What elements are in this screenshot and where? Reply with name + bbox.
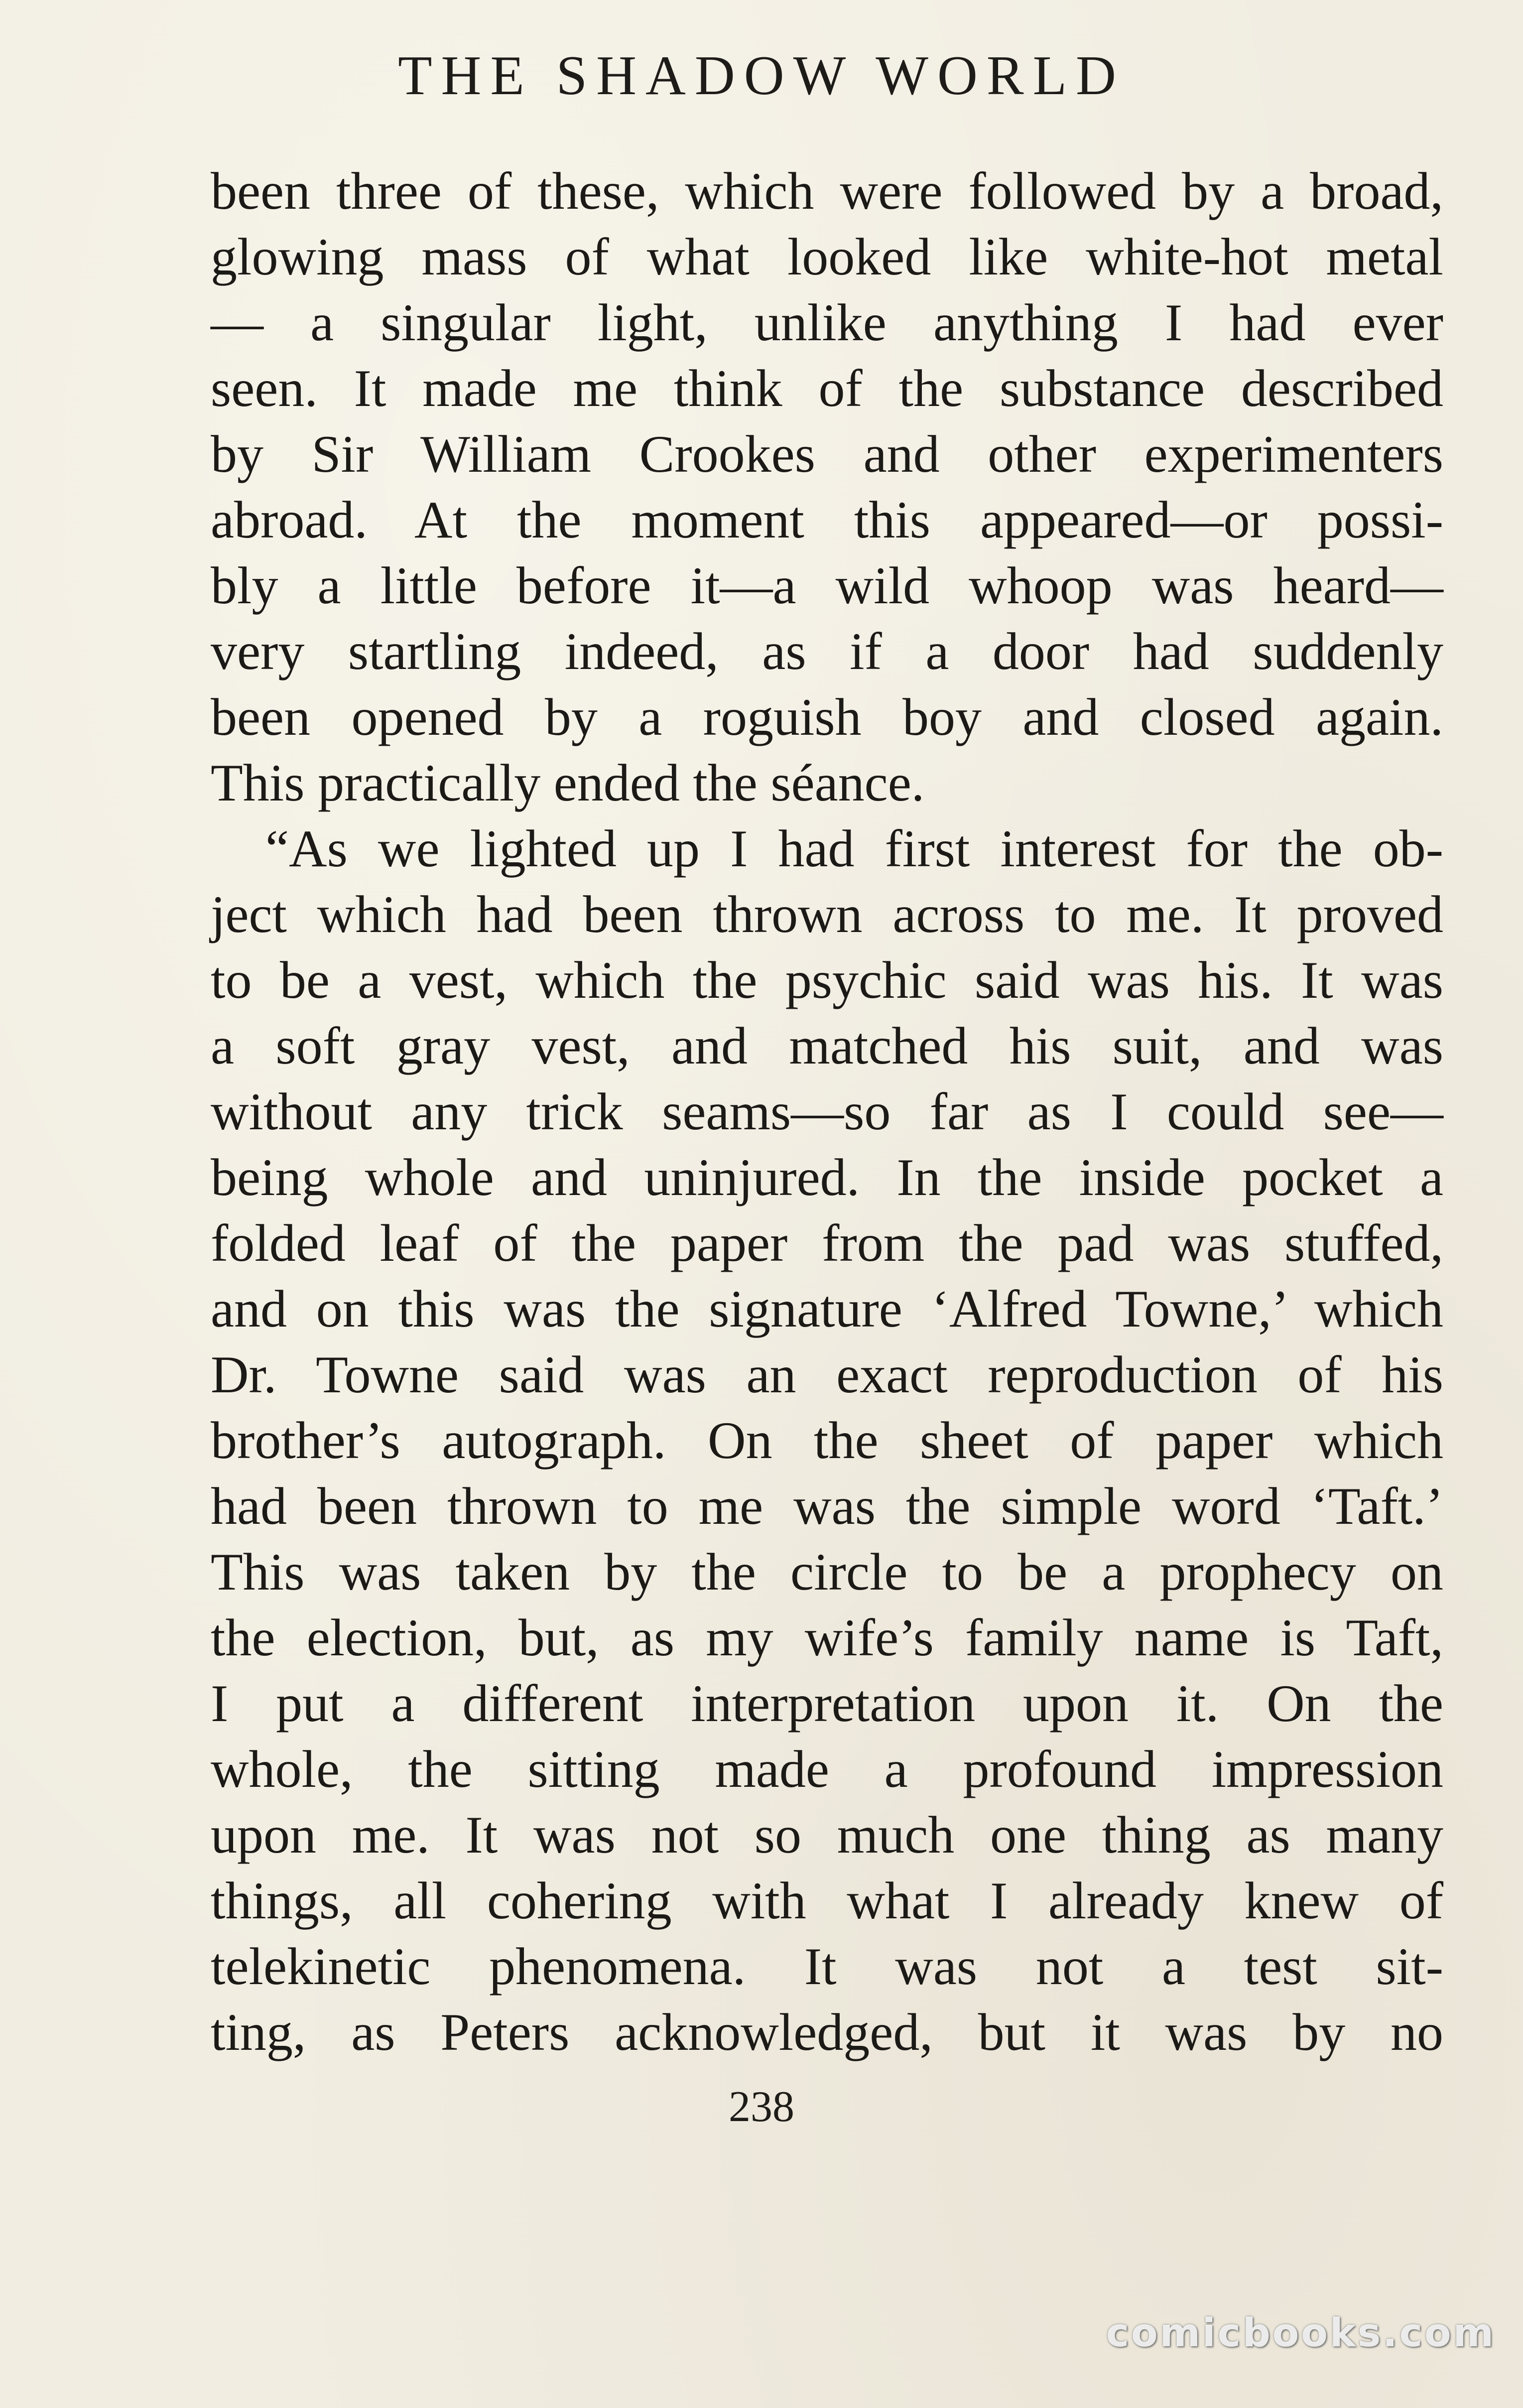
text-line: to be a vest, which the psychic said was his. It was [211,951,1443,1009]
text-line: had been thrown to me was the simple word ‘Taft.’ [211,1477,1443,1535]
watermark: comicbooks.com [1106,2311,1496,2356]
text-line: ject which had been thrown across to me. It proved [211,885,1443,943]
text-line: being whole and uninjured. In the inside pocket a [211,1148,1443,1206]
text-line: abroad. At the moment this appeared—or possi- [211,491,1443,549]
text-line: very startling indeed, as if a door had suddenly [211,622,1443,680]
text-line: and on this was the signature ‘Alfred Towne,’ which [211,1280,1443,1338]
text-line: upon me. It was not so much one thing as many [211,1806,1443,1864]
text-line: been three of these, which were followed by a broad, [211,162,1443,220]
text-line: been opened by a roguish boy and closed again. [211,688,1443,746]
text-line: the election, but, as my wife’s family name is Taft, [211,1608,1443,1667]
page-number: 238 [729,2083,794,2131]
text-line: without any trick seams—so far as I could see— [211,1082,1443,1141]
text-line: seen. It made me think of the substance described [211,359,1443,417]
text-line: This was taken by the circle to be a prophecy on [211,1543,1443,1601]
text-line: glowing mass of what looked like white-hot metal [211,228,1443,286]
text-line: bly a little before it—a wild whoop was heard— [211,556,1443,615]
text-line: brother’s autograph. On the sheet of paper which [211,1411,1443,1470]
text-line: a soft gray vest, and matched his suit, and was [211,1017,1443,1075]
text-line: — a singular light, unlike anything I had ever [211,293,1443,352]
text-line: by Sir William Crookes and other experimenters [211,425,1443,483]
paragraph-first-line: “As we lighted up I had first interest for the ob- [265,819,1443,878]
text-line: whole, the sitting made a profound impression [211,1740,1443,1798]
body-text [211,158,1443,2065]
running-head: THE SHADOW WORLD [398,45,1125,107]
text-line: I put a different interpretation upon it. On the [211,1674,1443,1733]
text-line: folded leaf of the paper from the pad was stuffed, [211,1214,1443,1272]
text-line: ting, as Peters acknowledged, but it was by no [211,2003,1443,2061]
text-line: Dr. Towne said was an exact reproduction of his [211,1345,1443,1404]
text-line: telekinetic phenomena. It was not a test sit- [211,1937,1443,1996]
text-line: things, all cohering with what I already knew of [211,1872,1443,1930]
paragraph-end-line: This practically ended the séance. [211,754,925,812]
